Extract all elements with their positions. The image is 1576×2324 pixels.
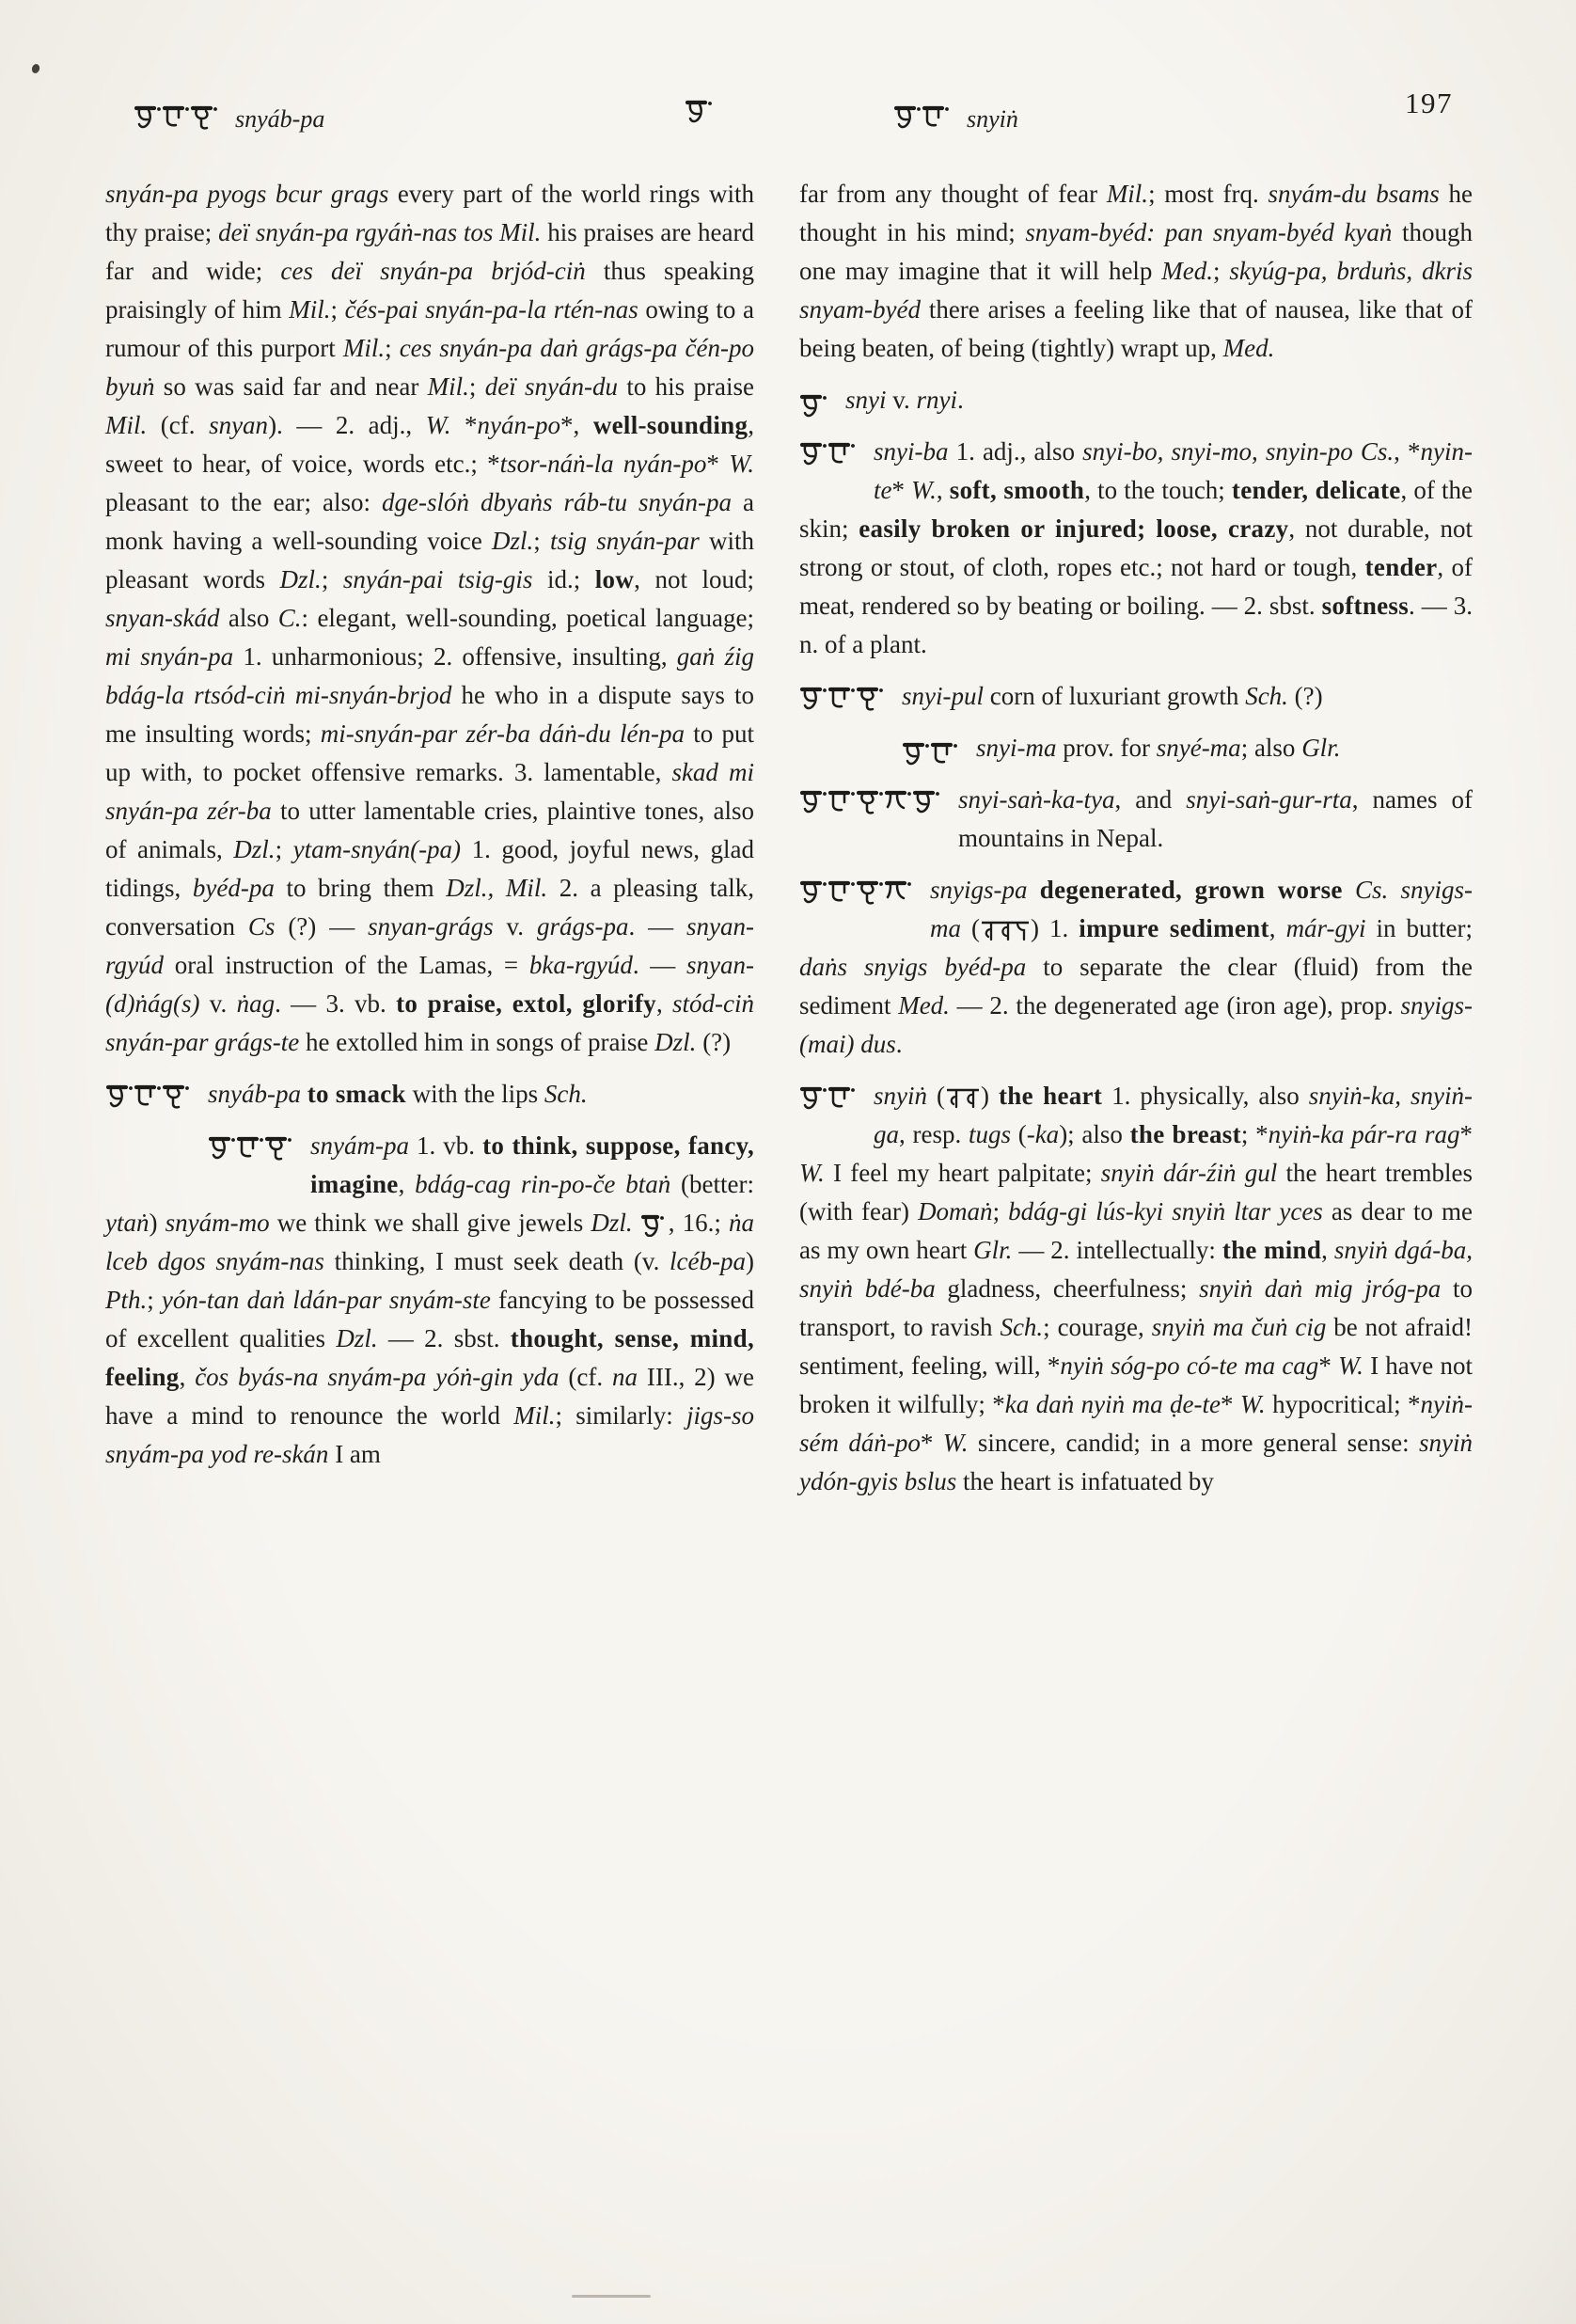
tibetan-script-guideword-left — [134, 100, 222, 139]
entry-text: snyi-pul corn of luxuriant growth Sch. (?) — [902, 682, 1323, 710]
left-column — [105, 175, 754, 1481]
entry-snyi-ba — [799, 433, 1473, 664]
entry-text: snyám-pa 1. vb. to think, suppose, fancy, imagine, bdág-cag rin-po-če btaṅ (better: ytaṅ) snyám-mo we think we shall give jewels Dzl. , 16.; ṅa lceb dgos snyám-nas thinking, I must seek death (v. lcéb-pa) Pth.; yón-tan daṅ ldán-par snyám-ste fancying to be possessed of excellent qualities Dzl. — 2. sbst. thought, sense, mind, feeling, čos byás-na snyám-pa yóṅ-gin yda (cf. na III., 2) we have a mind to renounce the world Mil.; similarly: jigs-so snyám-pa yod re-skán I am — [105, 1131, 755, 1468]
header-guideword-right — [893, 100, 1018, 139]
continuation-paragraph-snyam-du: far from any thought of fear Mil.; most frq. snyám-du bsams he thought in his mind; snyam-byéd: pan snyam-byéd kyaṅ though one may imagine that it will help Med.; skyúg-pa, brduṅs, dkris snyam-byéd there arises a feeling like that of nausea, like that of being beaten, of being (tightly) wrapt up, Med. — [799, 180, 1473, 362]
scan-artifact-line — [572, 2295, 651, 2298]
scan-artifact-dot — [31, 63, 41, 74]
entry-text: snyi-ba 1. adj., also snyi-bo, snyi-mo, snyin-po Cs., *nyin-te* W., soft, smooth, to the touch; tender, delicate, of the skin; easily broken or injured; loose, crazy, not durable, not strong or stout, of cloth, ropes etc.; not hard or tough, tender, of meat, rendered so by beating or boiling. — 2. sbst. softness. — 3. n. of a plant. — [799, 437, 1474, 658]
tibetan-headword-icon — [799, 435, 859, 497]
entry-snyi-ma — [799, 729, 1473, 767]
entry-text: snyigs-pa degenerated, grown worse Cs. snyigs-ma ( ) 1. impure sediment, már-gyi in butter; daṅs snyigs byéd-pa to separate the clear (fluid) from the sediment Med. — 2. the degenerated age (iron age), prop. snyigs-(mai) dus. — [799, 876, 1474, 1058]
tibetan-script-guideword-right — [893, 100, 953, 139]
entry-snyigs-pa — [799, 871, 1473, 1064]
entry-text: snyi-ma prov. for snyé-ma; also Glr. — [976, 734, 1341, 762]
tibetan-headword-icon — [799, 679, 888, 741]
entry-snyi-pul — [799, 677, 1473, 716]
entry-text: snyiṅ ( ) the heart 1. physically, also snyiṅ-ka, snyiṅ-ga, resp. tugs (-ka); also the breast; *nyiṅ-ka pár-ra rag* W. I feel my heart palpitate; snyiṅ dár-źiṅ gul the heart trembles (with fear) Domaṅ; bdág-gi lús-kyi snyiṅ ltar yces as dear to me as my own heart Glr. — 2. intellectually: the mind, snyiṅ dgá-ba, snyiṅ bdé-ba gladness, cheerfulness; snyiṅ daṅ mig jróg-pa to transport, to ravish Sch.; courage, snyiṅ ma čuṅ cig be not afraid! sentiment, feeling, will, *nyiṅ sóg-po có-te ma cag* W. I have not broken it wilfully; *ka daṅ nyiṅ ma ḍe-te* W. hypocritical; *nyiṅ-sém dáṅ-po* W. sincere, candid; in a more general sense: snyiṅ ydón-gyis bslus the heart is infatuated by — [799, 1082, 1474, 1495]
entry-snyam-pa — [105, 1127, 754, 1474]
entry-snying — [799, 1077, 1473, 1501]
entry-text: snyi-saṅ-ka-tya, and snyi-saṅ-gur-rta, names of mountains in Nepal. — [958, 785, 1474, 852]
entry-snyi — [799, 381, 1473, 419]
entry-snyi-san-ka-tya — [799, 781, 1473, 858]
tibetan-headword-icon — [799, 783, 944, 845]
header-center-ornament — [685, 94, 717, 126]
right-column — [799, 175, 1473, 1509]
continuation-paragraph-snyan-pa: snyán-pa pyogs bcur grags every part of the world rings with thy praise; deï snyán-pa rgyáṅ-nas tos Mil. his praises are heard far and wide; ces deï snyán-pa brjód-ciṅ thus speaking praisingly of him Mil.; čés-pai snyán-pa-la rtén-nas owing to a rumour of this purport Mil.; ces snyán-pa daṅ grágs-pa čén-po byuṅ so was said far and near Mil.; deï snyán-du to his praise Mil. (cf. snyan). — 2. adj., W. *nyán-po*, well-sounding, sweet to hear, of voice, words etc.; *tsor-náṅ-la nyán-po* W. pleasant to the ear; also: dge-slóṅ dbyaṅs ráb-tu snyán-pa a monk having a well-sounding voice Dzl.; tsig snyán-par with pleasant words Dzl.; snyán-pai tsig-gis id.; low, not loud; snyan-skád also C.: elegant, well-sounding, poetical language; mi snyán-pa 1. unharmonious; 2. offensive, insulting, gaṅ źig bdág-la rtsód-ciṅ mi-snyán-brjod he who in a dispute says to me insulting words; mi-snyán-par zér-ba dáṅ-du lén-pa to put up with, to pocket offensive remarks. 3. lamentable, skad mi snyán-pa zér-ba to utter lamentable cries, plaintive tones, also of animals, Dzl.; ytam-snyán(-pa) 1. good, joyful news, glad tidings, byéd-pa to bring them Dzl., Mil. 2. a pleasing talk, conversation Cs (?) — snyan-grágs v. grágs-pa. — snyan-rgyúd oral instruction of the Lamas, = bka-rgyúd. — snyan-(d)ṅág(s) v. ṅag. — 3. vb. to praise, extol, glorify, stód-ciṅ snyán-par grágs-te he extolled him in songs of praise Dzl. (?) — [105, 180, 755, 1056]
entry-text: snyáb-pa to smack with the lips Sch. — [208, 1080, 588, 1108]
guideword-left-roman: snyáb-pa — [235, 105, 325, 133]
tibetan-headword-icon — [799, 383, 831, 417]
guideword-right-roman: snyiṅ — [967, 105, 1018, 133]
tibetan-headword-icon — [799, 873, 916, 935]
entry-text: snyi v. rnyi. — [845, 386, 964, 414]
tibetan-headword-icon — [208, 1129, 296, 1191]
tibetan-headword-icon — [902, 731, 962, 765]
header-guideword-left — [134, 100, 324, 139]
entry-snyab-pa — [105, 1075, 754, 1114]
tibetan-headword-icon — [799, 1079, 859, 1141]
tibetan-headword-icon — [105, 1077, 194, 1139]
page-number: 197 — [1405, 87, 1453, 119]
